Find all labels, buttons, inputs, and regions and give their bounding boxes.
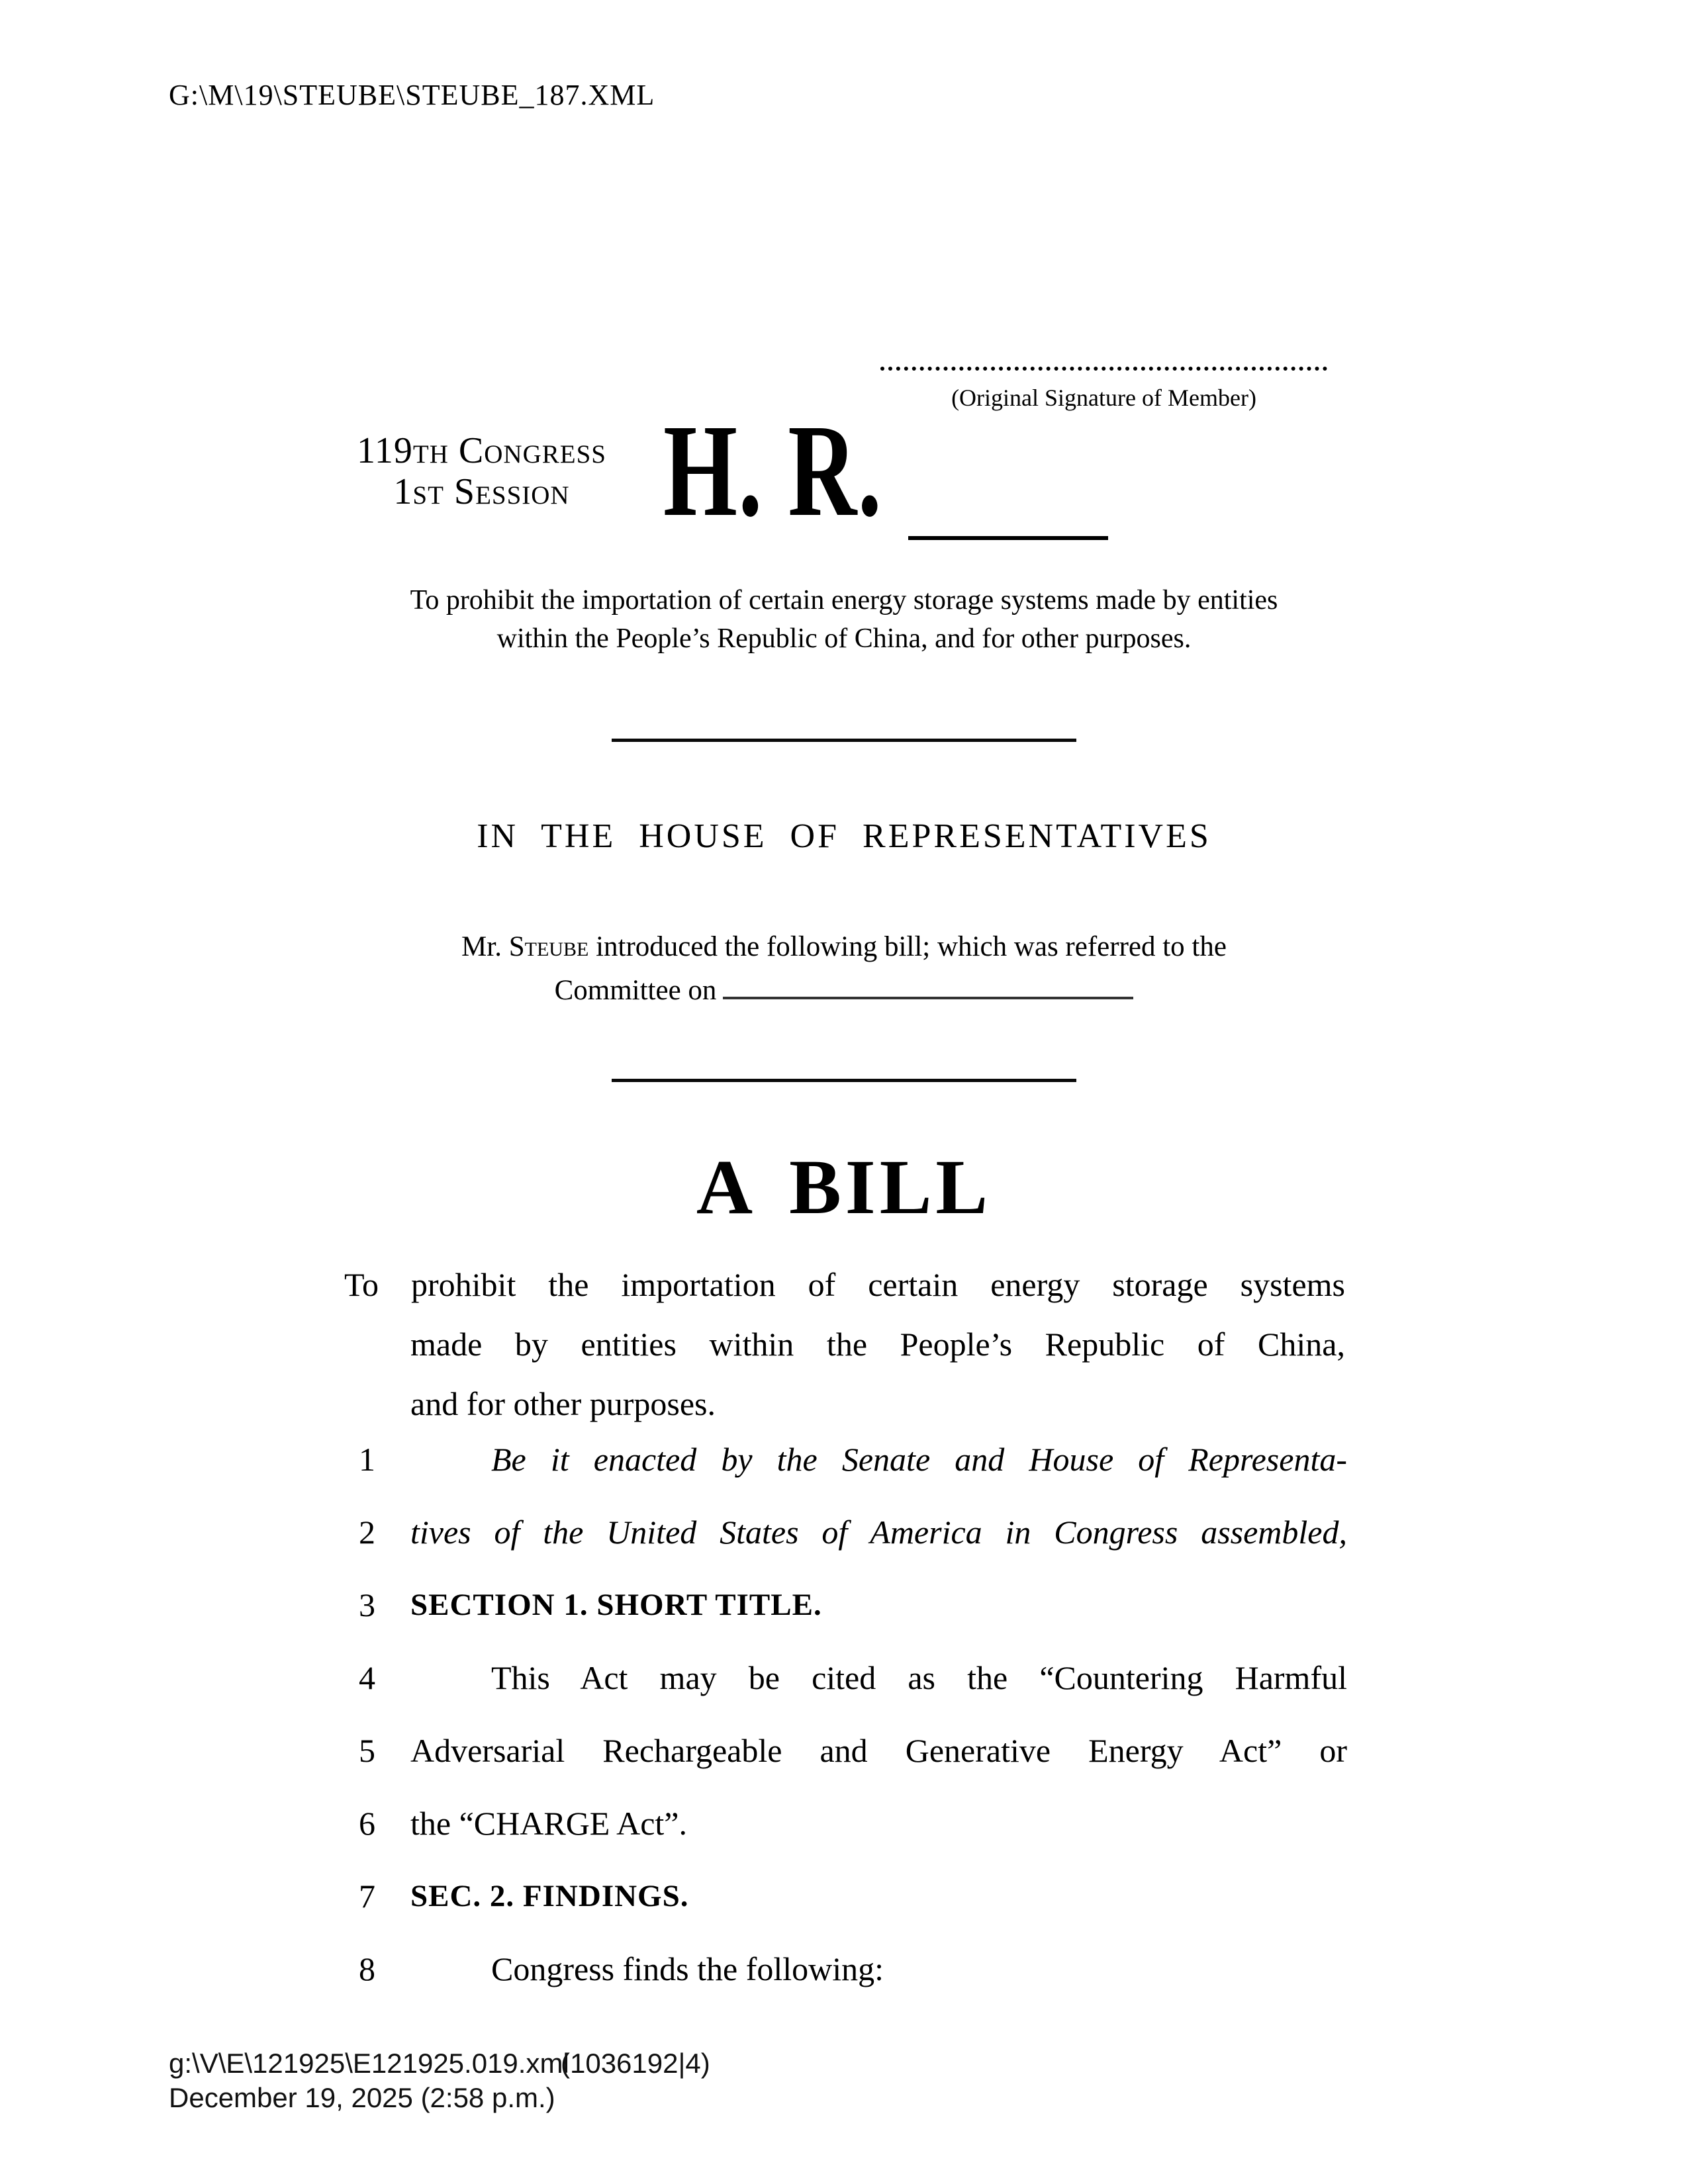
line-number: 7 [359, 1878, 375, 1915]
line-number: 2 [359, 1514, 375, 1551]
body-line [359, 1569, 1347, 1641]
congress-session-block [301, 430, 662, 512]
line-number: 6 [359, 1805, 375, 1842]
body-line [359, 1423, 1347, 1496]
session-number: 1st Session [393, 471, 570, 512]
footer-file-path: g:\V\E\121925\E121925.019.xml [169, 2048, 569, 2079]
committee-label: Committee on [554, 975, 717, 1006]
introduction-block [0, 925, 1688, 1013]
sponsor-prefix: Mr. [461, 931, 509, 962]
chamber-heading: IN THE HOUSE OF REPRESENTATIVES [477, 817, 1211, 855]
committee-line [0, 969, 1688, 1013]
committee-blank [723, 970, 1133, 999]
bill-number-block [663, 398, 968, 544]
body-line [359, 1787, 1347, 1860]
preamble-line: To prohibit the importation of certain energy storage systems made by entities [410, 585, 1278, 615]
body-line [359, 1496, 1347, 1569]
body-line-text: This Act may be cited as the “Countering Harmful [491, 1659, 1347, 1696]
body-line-text: the “CHARGE Act”. [410, 1805, 687, 1842]
bill-heading: A BILL [696, 1144, 992, 1230]
body-line [359, 1933, 1347, 2005]
introduction-text: introduced the following bill; which was referred to the [588, 931, 1227, 962]
body-line-text: SEC. 2. FINDINGS. [410, 1879, 689, 1913]
body-line [359, 1860, 1347, 1933]
line-number: 4 [359, 1659, 375, 1696]
signature-block [880, 331, 1327, 412]
long-title-line: and for other purposes. [410, 1385, 716, 1422]
body-line-text: Be it enacted by the Senate and House of Representa- [491, 1441, 1347, 1478]
long-title-line: To prohibit the importation of certain energy storage systems [344, 1266, 1345, 1303]
bill-number-blank [908, 536, 1108, 540]
sponsor-name: Steube [508, 931, 589, 962]
signature-caption: (Original Signature of Member) [951, 385, 1256, 411]
body-line [359, 1641, 1347, 1714]
preamble [0, 581, 1688, 658]
introduction-line [0, 925, 1688, 969]
signature-dotted-line [880, 331, 1327, 371]
line-number: 5 [359, 1732, 375, 1769]
draft-footer [169, 2046, 710, 2115]
body-line-text: SECTION 1. SHORT TITLE. [410, 1588, 822, 1622]
preamble-line: within the People’s Republic of China, and for other purposes. [496, 623, 1192, 654]
footer-doc-code: (1036192|4) [561, 2048, 710, 2079]
bill-number-heading: H. R. [663, 398, 883, 544]
document-file-path: G:\M\19\STEUBE\STEUBE_187.XML [169, 79, 655, 111]
body-line-text: Adversarial Rechargeable and Generative Energy Act” or [410, 1732, 1347, 1769]
separator-rule [612, 1079, 1076, 1082]
long-title-line: made by entities within the People’s Republic of China, [410, 1326, 1345, 1363]
body-line-text: Congress finds the following: [491, 1950, 884, 1987]
footer-datetime: December 19, 2025 (2:58 p.m.) [169, 2082, 555, 2113]
line-number: 8 [359, 1950, 375, 1987]
congress-number: 119th Congress [357, 430, 606, 471]
line-number: 1 [359, 1441, 375, 1478]
bill-body [359, 1423, 1347, 2005]
separator-rule [612, 739, 1076, 742]
line-number: 3 [359, 1586, 375, 1623]
long-title [344, 1255, 1345, 1433]
body-line [359, 1714, 1347, 1787]
body-line-text: tives of the United States of America in Congress assembled, [410, 1514, 1347, 1551]
